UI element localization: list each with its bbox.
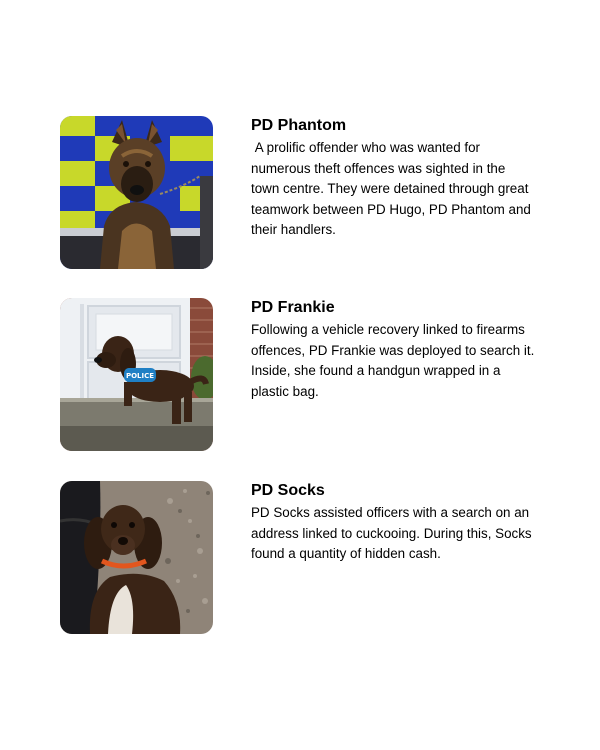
spaniel-sitting-photo xyxy=(60,481,213,634)
german-shepherd-dog-photo xyxy=(60,116,213,269)
entry-description: Following a vehicle recovery linked to firearms offences, PD Frankie was deployed to search it. Inside, she found a handgun wrapped in a plastic bag. xyxy=(251,322,535,399)
entry-text xyxy=(251,298,551,402)
entry-pd-phantom xyxy=(60,116,560,271)
entry-description: PD Socks assisted officers with a search on an address linked to cuckooing. During this, Socks found a quantity of hidden cash. xyxy=(251,505,532,561)
entry-pd-frankie xyxy=(60,298,560,453)
harness-label: POLICE xyxy=(125,372,155,380)
entry-title: PD Phantom xyxy=(251,117,347,134)
entry-title: PD Socks xyxy=(251,482,325,499)
entry-text xyxy=(251,116,551,241)
entry-text xyxy=(251,481,551,565)
entry-title: PD Frankie xyxy=(251,299,335,316)
spaniel-at-door-photo xyxy=(60,298,213,451)
entry-pd-socks xyxy=(60,481,560,636)
entry-description: A prolific offender who was wanted for numerous theft offences was sighted in the town centre. They were detained through great teamwork between PD Hugo, PD Phantom and their handlers. xyxy=(251,140,531,237)
